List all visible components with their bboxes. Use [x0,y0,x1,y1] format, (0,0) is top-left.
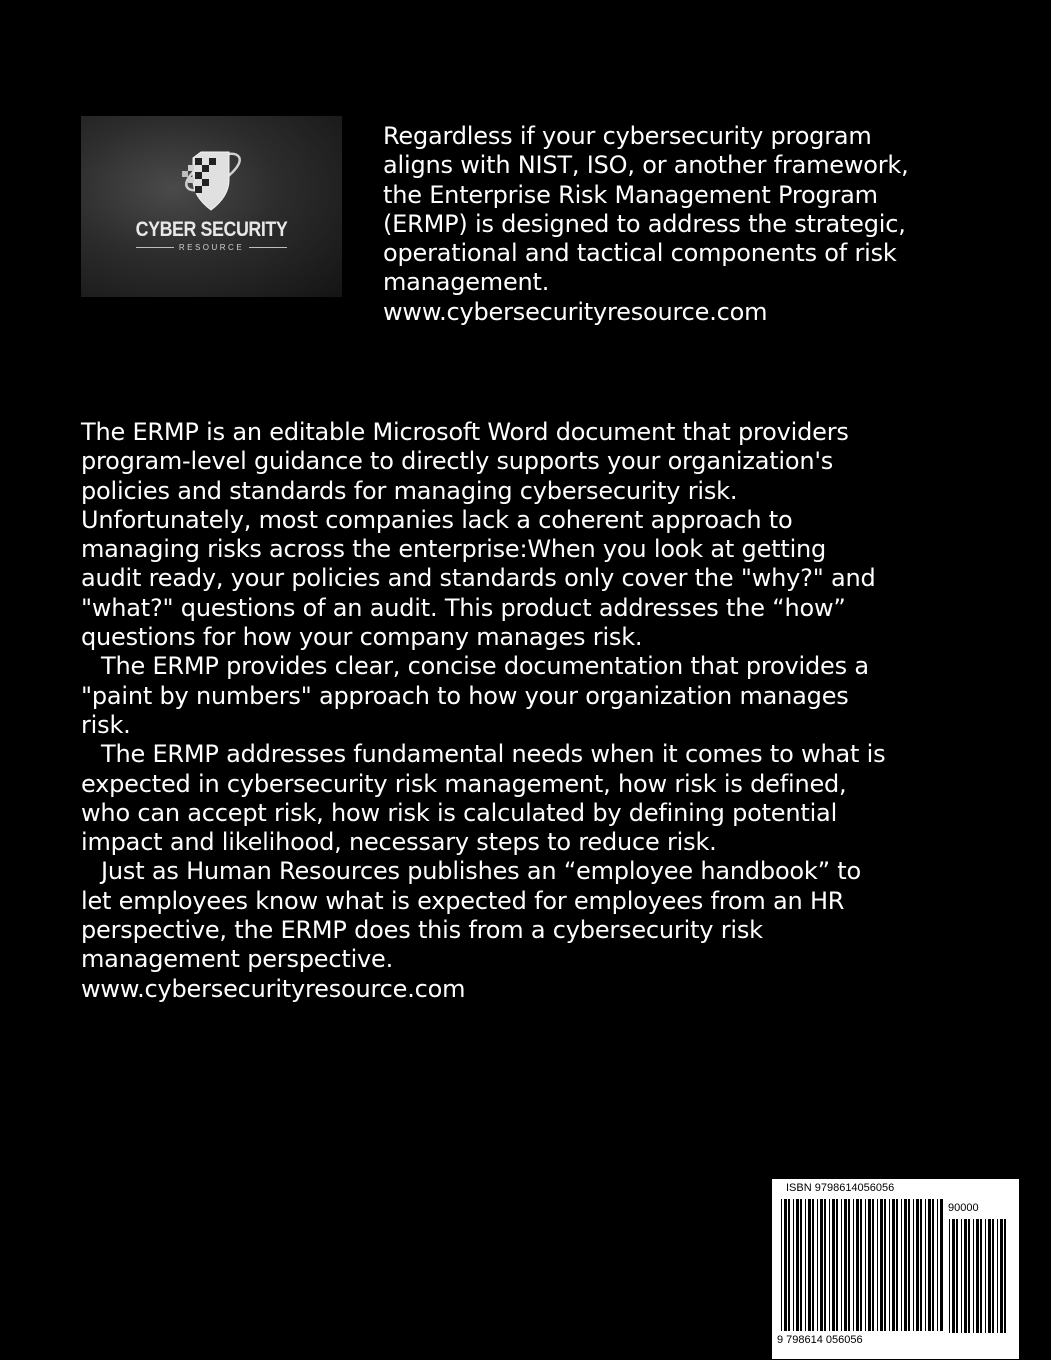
barcode-bar [856,1199,859,1331]
body-line: risk. [81,710,131,739]
description-text [81,418,1041,1004]
barcode-bar [937,1199,938,1331]
logo-subtitle: RESOURCE [178,243,245,252]
barcode-bar [805,1199,806,1331]
barcode-bar [808,1199,811,1331]
barcode-bar [952,1219,955,1333]
isbn-barcode [772,1179,1019,1359]
barcode-bar [956,1219,958,1333]
body-line: impact and likelihood, necessary steps to reduce risk. [81,828,717,857]
price-code: 90000 [948,1202,979,1214]
barcode-bar [865,1199,866,1331]
body-line: management perspective. [81,945,394,974]
barcode-bar [964,1219,967,1333]
barcode-bar [836,1199,838,1331]
barcode-bar [949,1219,950,1333]
barcode-bar [889,1199,890,1331]
logo-subtitle-row [136,243,287,252]
barcode-bar [940,1199,943,1331]
barcode-bar [877,1199,878,1331]
barcode-bar [820,1199,823,1331]
barcode-bar [904,1199,907,1331]
barcode-bar [976,1219,979,1333]
barcode-bar [800,1199,802,1331]
body-line: audit ready, your policies and standards only cover the "why?" and [81,564,876,593]
barcode-bar [901,1199,902,1331]
intro-line: management. [383,268,550,297]
intro-website: www.cybersecurityresource.com [383,297,768,326]
barcode-bar [985,1219,986,1333]
body-line: policies and standards for managing cybersecurity risk. [81,476,738,505]
publisher-logo [81,116,342,297]
barcode-bar [844,1199,847,1331]
intro-line: Regardless if your cybersecurity program [383,122,872,150]
shield-icon [179,144,243,214]
intro-line: the Enterprise Risk Management Program [383,180,878,209]
body-line: "paint by numbers" approach to how your organization manages [81,681,849,710]
barcode-bar [992,1219,994,1333]
intro-line: aligns with NIST, ISO, or another framework, [383,151,909,180]
intro-text [383,122,1033,327]
barcode-bar [824,1199,826,1331]
barcode-bars [779,1199,944,1337]
barcode-bar [788,1199,790,1331]
body-line: perspective, the ERMP does this from a cybersecurity risk [81,916,763,945]
barcode-bar [1004,1219,1006,1333]
barcode-bar [1000,1219,1003,1333]
barcode-bar [817,1199,818,1331]
barcode-bar [812,1199,814,1331]
barcode-bar [988,1219,991,1333]
barcode-bar [980,1219,982,1333]
barcode-bar [968,1219,970,1333]
barcode-bar [872,1199,874,1331]
barcode-bar [860,1199,862,1331]
logo-divider-right [249,247,287,248]
barcode-bar [916,1199,919,1331]
body-line: The ERMP provides clear, concise documentation that provides a [101,652,869,681]
barcode-bar [932,1199,934,1331]
barcode-bar [973,1219,974,1333]
body-line: The ERMP addresses fundamental needs when it comes to what is [101,740,886,769]
intro-line: (ERMP) is designed to address the strategic, [383,209,906,238]
intro-line: operational and tactical components of risk [383,239,897,268]
barcode-bar [997,1219,998,1333]
barcode-bar [796,1199,799,1331]
barcode-bar [896,1199,898,1331]
barcode-bar [832,1199,835,1331]
barcode-bar [961,1219,962,1333]
barcode-bar [908,1199,910,1331]
barcode-bar [848,1199,850,1331]
logo-title: CYBER SECURITY [135,218,288,241]
barcode-bar [853,1199,854,1331]
barcode-bar [880,1199,883,1331]
body-line: questions for how your company manages risk. [81,623,643,652]
barcode-bar [892,1199,895,1331]
body-line: let employees know what is expected for employees from an HR [81,886,845,915]
barcode-bar [884,1199,886,1331]
body-line: The ERMP is an editable Microsoft Word document that providers [81,418,849,446]
barcode-bar [913,1199,914,1331]
barcode-bar [925,1199,926,1331]
logo-divider-left [136,247,174,248]
barcode-bar [928,1199,931,1331]
body-line: Just as Human Resources publishes an “employee handbook” to [101,857,861,886]
barcode-bar [920,1199,922,1331]
price-barcode-bars [947,1219,1011,1337]
barcode-bar [793,1199,794,1331]
body-line: expected in cybersecurity risk management, how risk is defined, [81,769,847,798]
body-line: program-level guidance to directly supports your organization's [81,447,834,476]
barcode-bar [868,1199,871,1331]
isbn-digits: 9 798614 056056 [777,1334,863,1346]
body-line: managing risks across the enterprise:When you look at getting [81,535,827,564]
body-line: "what?" questions of an audit. This product addresses the “how” [81,593,846,622]
barcode-bar [841,1199,842,1331]
body-line: Unfortunately, most companies lack a coherent approach to [81,505,793,534]
barcode-bar [829,1199,830,1331]
barcode-bar [781,1199,782,1331]
barcode-bar [784,1199,787,1331]
body-line: who can accept risk, how risk is calculated by defining potential [81,798,838,827]
isbn-label: ISBN 9798614056056 [786,1182,895,1194]
body-website: www.cybersecurityresource.com [81,974,466,1003]
